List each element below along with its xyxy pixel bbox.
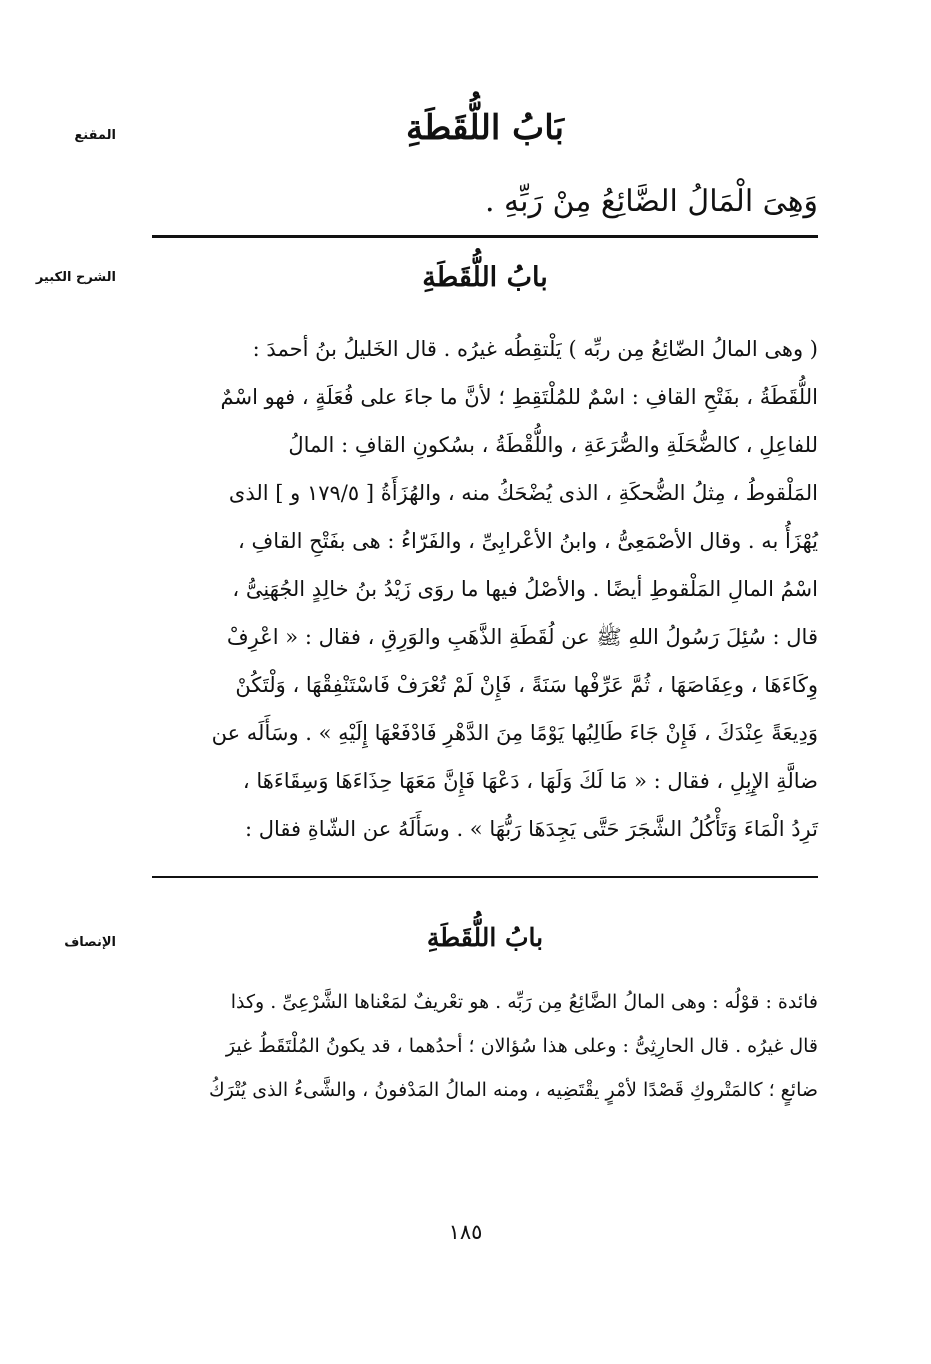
section-title-muqni: بَابُ اللُّقَطَةِ	[405, 108, 565, 148]
insaf-line: فائدة : قوْلُه : وهى المالُ الضَّائِعُ مِن رَبِّه . هو تعْريفٌ لمَعْناها الشَّرْعِىِّ . وكذا	[230, 991, 818, 1013]
insaf-line: ضائعٍ ؛ كالمَتْروكِ قَصْدًا لأمْرٍ يقْتَضِيه ، ومنه المالُ المَدْفونُ ، والشَّىءُ الذى يُتْرَكُ	[209, 1079, 818, 1101]
section-label-muqni: المقنع	[74, 128, 116, 143]
divider-top	[152, 235, 818, 238]
muqni-text: وَهِىَ الْمَالُ الضَّائِعُ مِنْ رَبِّهِ .	[484, 184, 818, 219]
sharh-line: وِكَاءَهَا ، وعِفَاصَهَا ، ثُمَّ عَرِّفْها سَنَةً ، فَإِنْ لَمْ تُعْرَفْ فَاسْتَنْفِقْهَا ، وَلْتَكُنْ	[235, 673, 818, 697]
sharh-text	[148, 325, 818, 853]
sharh-line: ضالَّةِ الإِبِلِ ، فقال : « مَا لَكَ وَلَهَا ، دَعْهَا فَإِنَّ مَعَهَا حِذَاءَهَا وَسِقَاءَهَا ،	[242, 769, 818, 793]
divider-middle	[152, 876, 818, 878]
sharh-line: اللُّقَطَةُ ، بفَتْحِ القافِ : اسْمٌ للمُلْتَقِطِ ؛ لأنَّ ما جاءَ على فُعَلَةٍ ، فهو اسْمٌ	[220, 385, 818, 409]
insaf-text	[148, 980, 818, 1112]
sharh-line: تَرِدُ الْمَاءَ وَتَأْكُلُ الشَّجَرَ حَتَّى يَجِدَهَا رَبُّهَا » . وسَأَلَهُ عن الشّاةِ فقال :	[245, 817, 818, 841]
section-title-insaf: بابُ اللُّقَطَةِ	[426, 923, 544, 952]
sharh-line: وَدِيعَةً عِنْدَكَ ، فَإِنْ جَاءَ طَالِبُها يَوْمًا مِنَ الدَّهْرِ فَادْفَعْهَا إِلَيْهِ » . وسَأَلَه عن	[211, 721, 818, 745]
sharh-line: للفاعِلِ ، كالضُّحَلَةِ والصُّرَعَةِ ، واللُّقْطَةُ ، بسُكونِ القافِ : المالُ	[288, 433, 818, 457]
insaf-line: قال غيرُه . قال الحارِثِىُّ : وعلى هذا سُؤالان ؛ أحدُهما ، قد يكونُ المُلْتَقَطُ غيرَ	[225, 1035, 818, 1057]
sharh-line: يُهْزَأُ به . وقال الأصْمَعِىُّ ، وابنُ الأعْرابِىِّ ، والفَرّاءُ : هى بفَتْحِ القافِ ،	[237, 529, 818, 553]
page-number: ١٨٥	[448, 1220, 483, 1244]
sharh-line: ( وهى المالُ الضّائِعُ مِن ربِّه ) يَلْتقِطُه غيرُه . قال الخَليلُ بنُ أحمدَ :	[252, 337, 818, 361]
section-label-sharh: الشرح الكبير	[35, 270, 116, 285]
section-title-sharh: بابُ اللُّقَطَةِ	[422, 262, 548, 293]
section-label-insaf: الإنصاف	[64, 935, 116, 950]
sharh-line: اسْمُ المالِ المَلْقوطِ أيضًا . والأصْلُ فيها ما روَى زَيْدُ بنُ خالِدٍ الجُهَنِىُّ ،	[232, 577, 818, 601]
sharh-line: المَلْقوطُ ، مِثلُ الضُّحكَةِ ، الذى يُضْحَكُ منه ، والهُزَأَةُ [ ١٧٩/٥ و ] الذى	[228, 481, 818, 505]
sharh-line: قال : سُئِلَ رَسُولُ اللهِ ﷺ عن لُقَطَةِ الذَّهَبِ والوَرِقِ ، فقال : « اعْرِفْ	[226, 625, 818, 649]
